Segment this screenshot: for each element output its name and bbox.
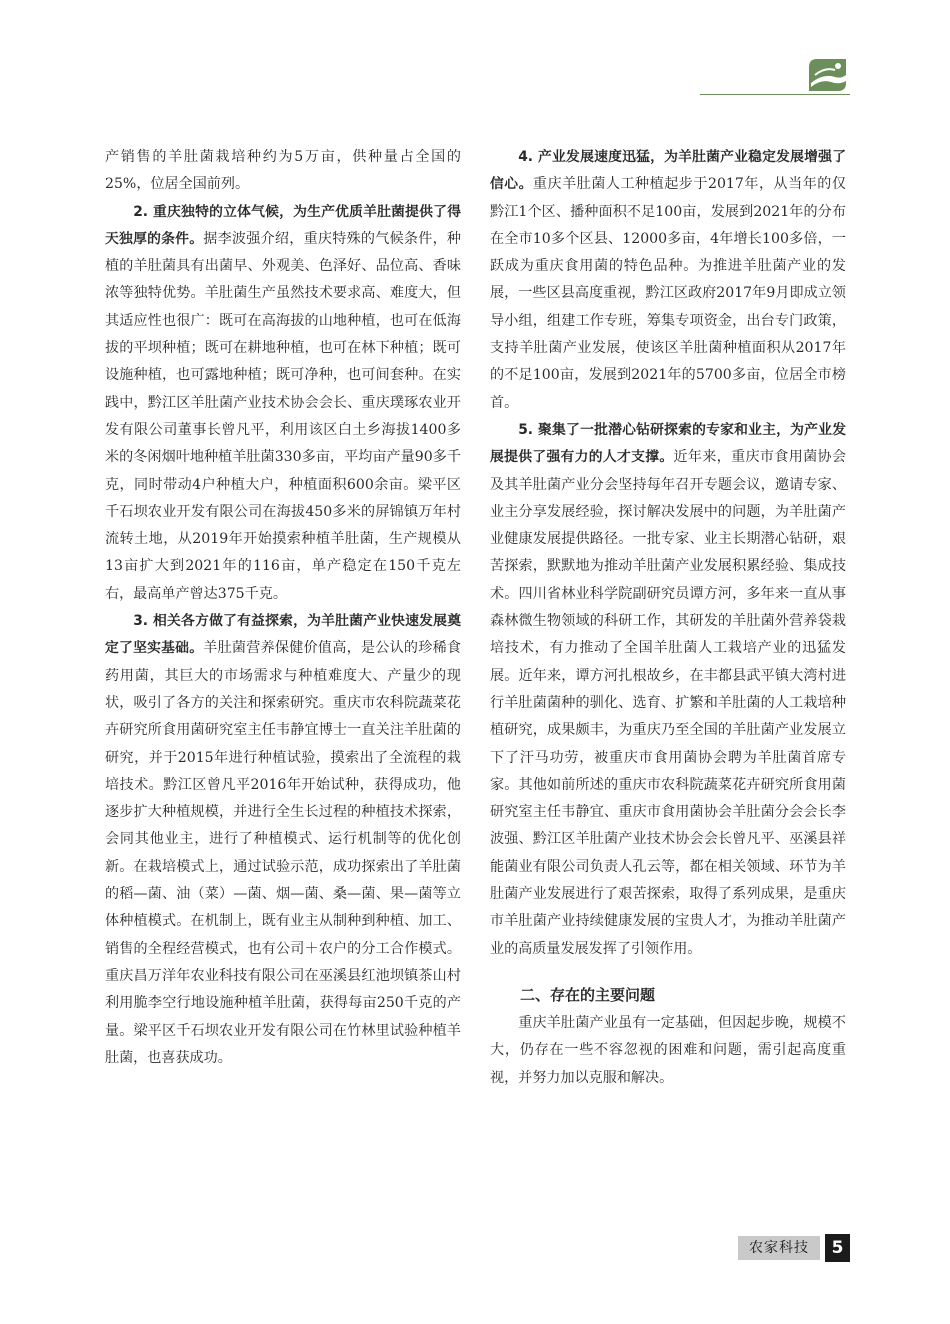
paragraph bbox=[105, 199, 461, 608]
paragraph-body: 重庆羊肚菌人工种植起步于2017年，从当年的仅黔江1个区、播种面积不足100亩，发展到2021年的分布在全市10多个区县、12000多亩，4年增长100多倍，一跃成为重庆食用菌的特色品种。为推进羊肚菌产业的发展，一些区县高度重视，黔江区政府2017年9月即成立领导小组，组建工作专班，筹集专项资金，出台专门政策，支持羊肚菌产业发展，使该区羊肚菌种植面积从2017年的不足100亩，发展到2021年的5700多亩，位居全市榜首。 bbox=[490, 176, 846, 411]
left-column bbox=[105, 144, 461, 1072]
section-heading: 二、存在的主要问题 bbox=[520, 985, 656, 1004]
paragraph bbox=[490, 144, 846, 417]
paragraph-lead: 4. 产业发展速度迅猛，为羊肚菌产业稳定发展增强了信心。 bbox=[490, 149, 846, 193]
journal-name: 农家科技 bbox=[738, 1236, 820, 1260]
right-column bbox=[490, 144, 846, 1092]
paragraph bbox=[490, 417, 846, 963]
paragraph-body: 据李波强介绍，重庆特殊的气候条件，种植的羊肚菌具有出菌早、外观美、色泽好、品位高、香味浓等独特优势。羊肚菌生产虽然技术要求高、难度大，但其适应性也很广：既可在高海拔的山地种植，也可在低海拔的平坝种植；既可在耕地种植，也可在林下种植；既可设施种植，也可露地种植；既可净种，也可间套种。在实践中，黔江区羊肚菌产业技术协会会长、重庆璞琢农业开发有限公司董事长曾凡平，利用该区白土乡海拔1400多米的冬闲烟叶地种植羊肚菌330多亩，平均亩产量90多千克，同时带动4户种植大户，种植面积600余亩。梁平区千石坝农业开发有限公司在海拔450多米的屏锦镇万年村流转土地，从2019年开始摸索种植羊肚菌，生产规模从13亩扩大到2021年的116亩，单产稳定在150千克左右，最高单产曾达375千克。 bbox=[105, 230, 462, 602]
page-number: 5 bbox=[825, 1234, 850, 1262]
paragraph-body: 羊肚菌营养保健价值高，是公认的珍稀食药用菌，其巨大的市场需求与种植难度大、产量少的现状，吸引了各方的关注和探索研究。重庆市农科院蔬菜花卉研究所食用菌研究室主任韦静宜博士一直关注羊肚菌的研究，并于2015年进行种植试验，摸索出了全流程的栽培技术。黔江区曾凡平2016年开始试种，获得成功，他逐步扩大种植规模，并进行全生长过程的种植技术探索，会同其他业主，进行了种植模式、运行机制等的优化创新。在栽培模式上，通过试验示范，成功探索出了羊肚菌的稻—菌、油（菜）—菌、烟—菌、桑—菌、果—菌等立体种植模式。在机制上，既有业主从制种到种植、加工、销售的全程经营模式，也有公司＋农户的分工合作模式。重庆昌万洋年农业科技有限公司在巫溪县红池坝镇茶山村利用脆李空行地设施种植羊肚菌，获得每亩250千克的产量。梁平区千石坝农业开发有限公司在竹林里试验种植羊肚菌，也喜获成功。 bbox=[105, 640, 462, 1066]
paragraph: 重庆羊肚菌产业虽有一定基础，但因起步晚，规模不大，仍存在一些不容忽视的困难和问题，需引起高度重视，并努力加以克服和解决。 bbox=[490, 1014, 846, 1086]
paragraph: 产销售的羊肚菌栽培种约为5万亩，供种量占全国的25%，位居全国前列。 bbox=[105, 149, 461, 193]
paragraph-lead: 5. 聚集了一批潜心钻研探索的专家和业主，为产业发展提供了强有力的人才支撑。 bbox=[490, 421, 846, 466]
paragraph bbox=[105, 608, 461, 1072]
paragraph-lead: 3. 相关各方做了有益探索，为羊肚菌产业快速发展奠定了坚实基础。 bbox=[105, 613, 461, 657]
paragraph-lead: 2. 重庆独特的立体气候，为生产优质羊肚菌提供了得天独厚的条件。 bbox=[105, 203, 461, 247]
leaf-landscape-icon bbox=[805, 55, 850, 95]
paragraph-body: 近年来，重庆市食用菌协会及其羊肚菌产业分会坚持每年召开专题会议，邀请专家、业主分享发展经验，探讨解决发展中的问题，为羊肚菌产业健康发展提供路径。一批专家、业主长期潜心钻研，艰苦探索，默默地为推动羊肚菌产业发展积累经验、集成技术。四川省林业科学院副研究员谭方河，多年来一直从事森林微生物领域的科研工作，其研发的羊肚菌外营养袋栽培技术，有力推动了全国羊肚菌人工栽培产业的迅猛发展。近年来，谭方河扎根故乡，在丰都县武平镇大湾村进行羊肚菌菌种的驯化、选育、扩繁和羊肚菌的人工栽培种植研究，成果颇丰，为重庆乃至全国的羊肚菌产业发展立下了汗马功劳，被重庆市食用菌协会聘为羊肚菌首席专家。其他如前所述的重庆市农科院蔬菜花卉研究所食用菌研究室主任韦静宜、重庆市食用菌协会羊肚菌分会会长李波强、黔江区羊肚菌产业技术协会会长曾凡平、巫溪县祥能菌业有限公司负责人孔云等，都在相关领域、环节为羊肚菌产业发展进行了艰苦探索，取得了系列成果，是重庆市羊肚菌产业持续健康发展的宝贵人才，为推动羊肚菌产业的高质量发展发挥了引领作用。 bbox=[490, 449, 847, 957]
